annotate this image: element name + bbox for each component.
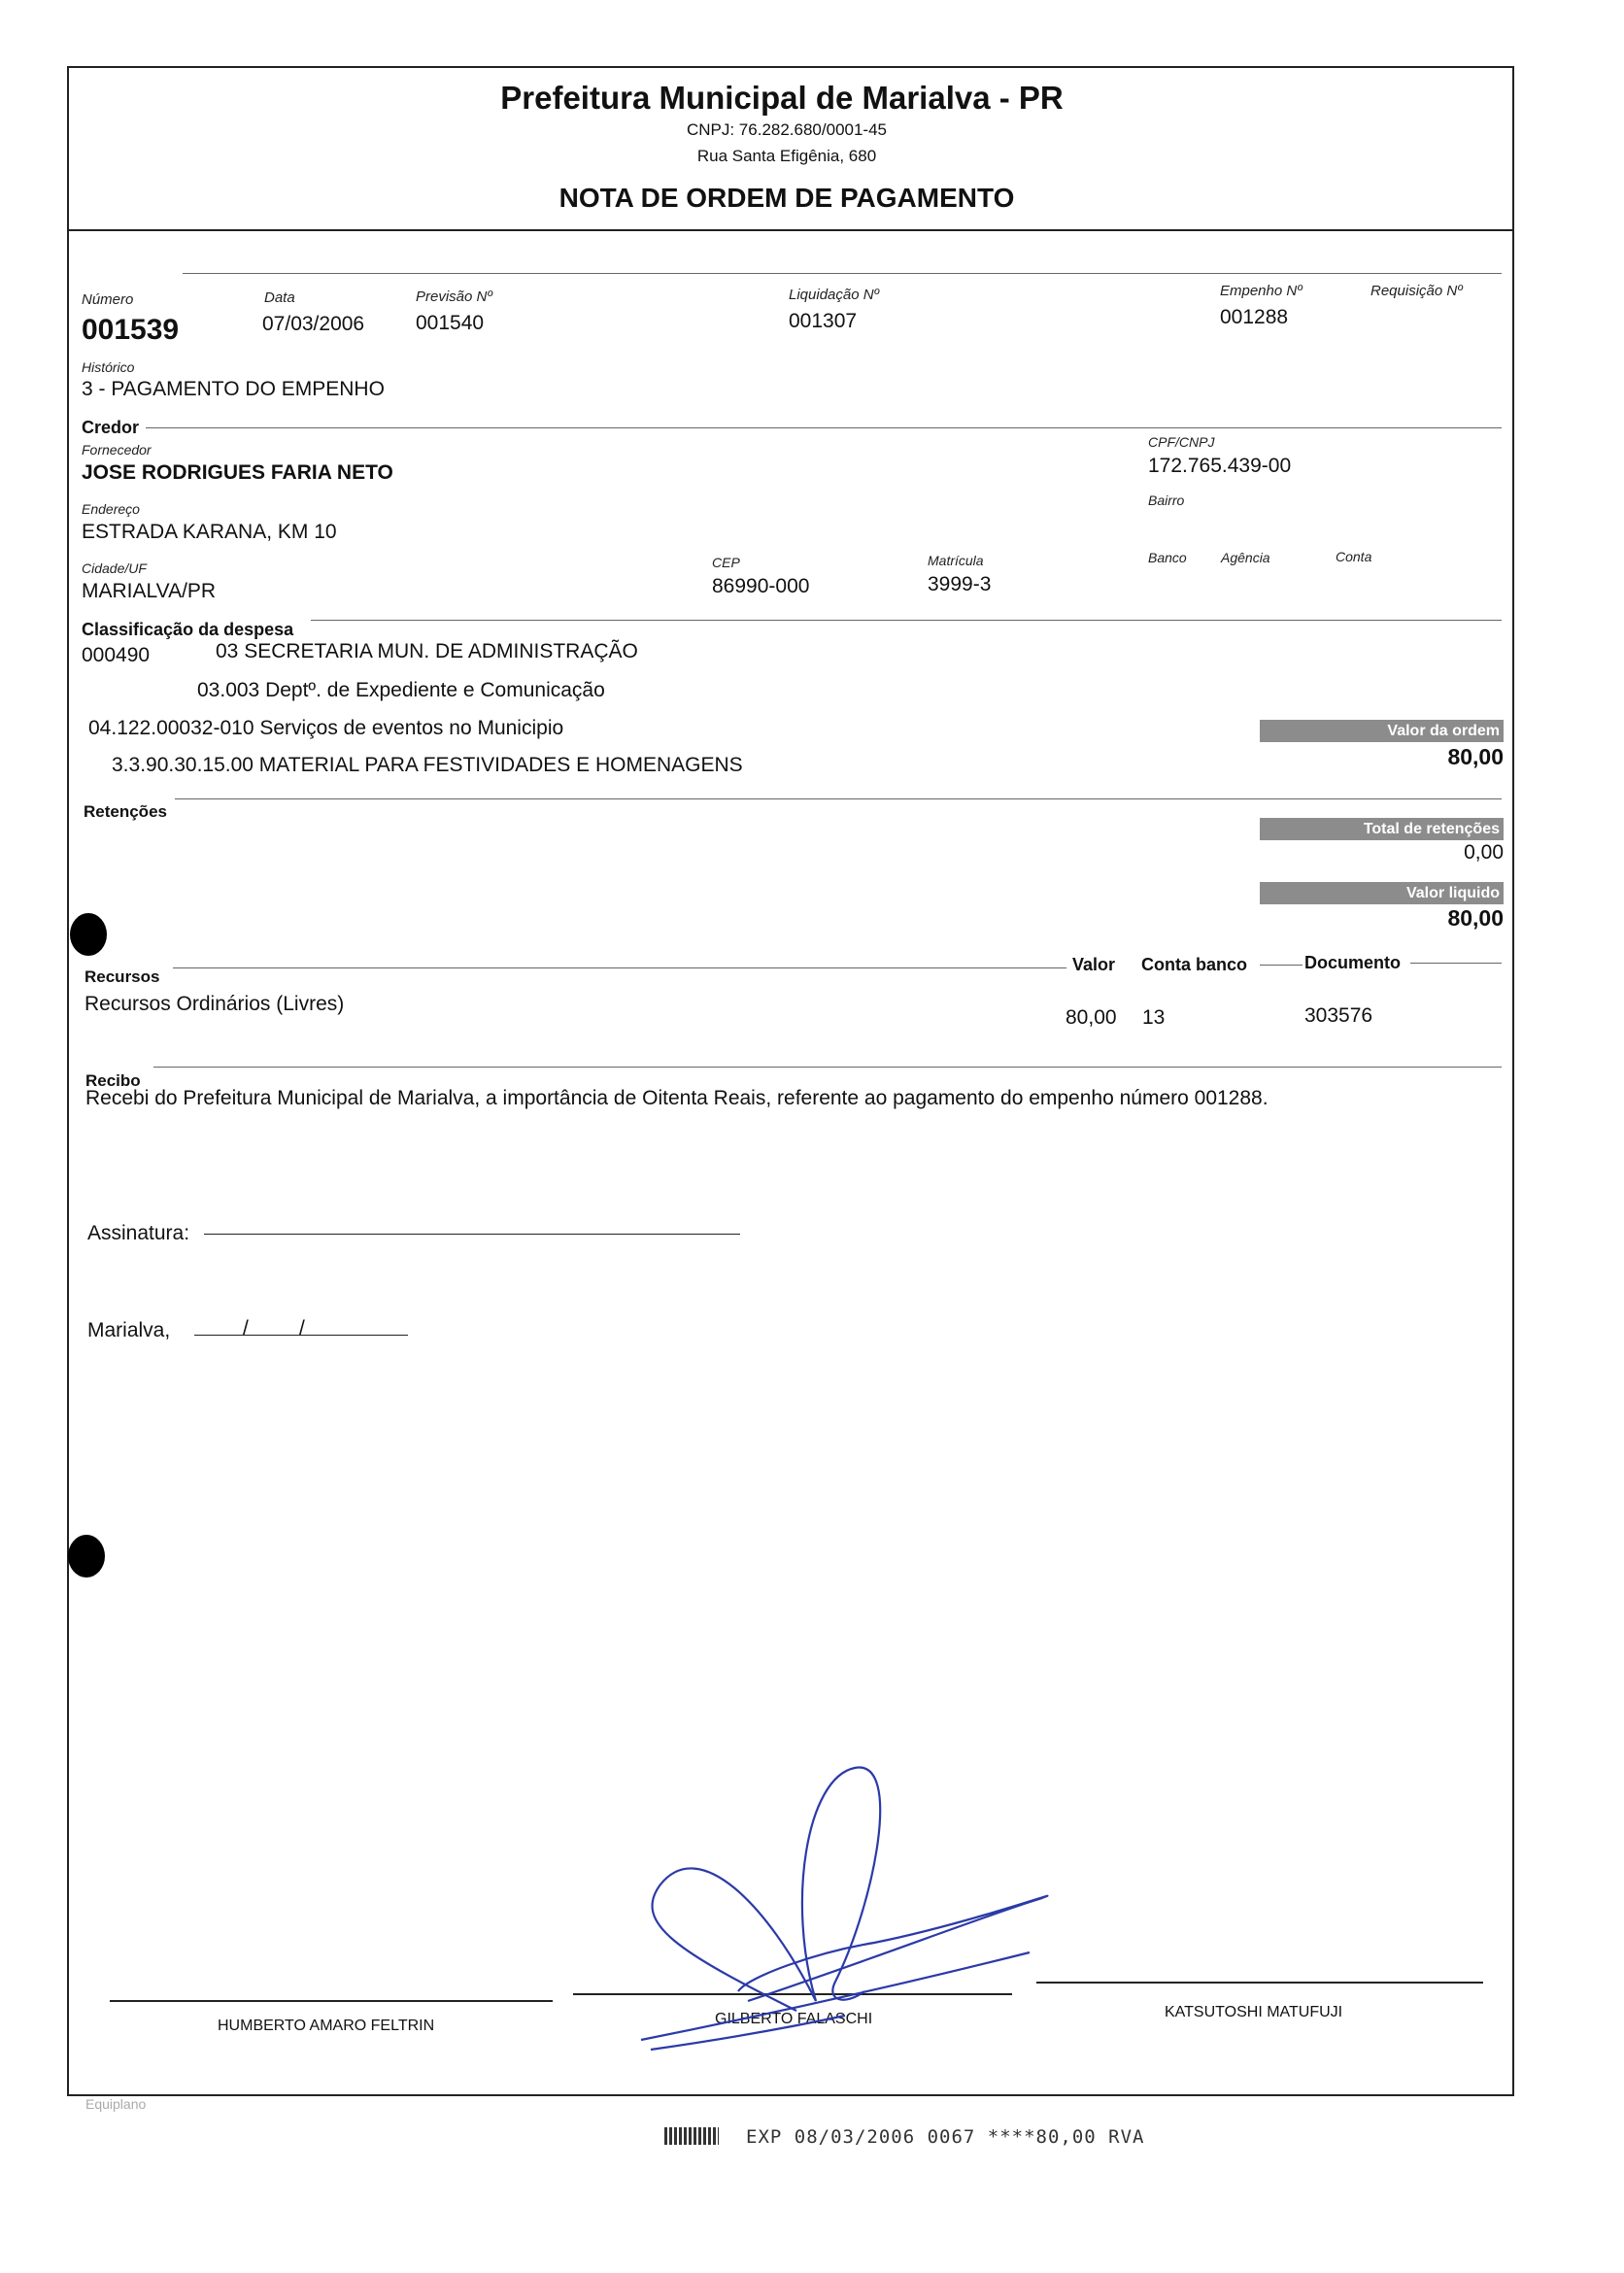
cep-value: 86990-000	[712, 575, 810, 597]
liquidacao-label: Liquidação Nº	[789, 287, 880, 303]
divider-recibo	[153, 1067, 1502, 1068]
cidade-value: MARIALVA/PR	[82, 580, 217, 602]
header-divider	[67, 229, 1514, 231]
conta-label: Conta	[1336, 549, 1372, 564]
recursos-valor-label: Valor	[1072, 955, 1116, 974]
recursos-valor: 80,00	[1066, 1006, 1117, 1029]
cpf-label: CPF/CNPJ	[1148, 434, 1215, 450]
credor-section: Credor	[82, 418, 140, 437]
divider-retencoes	[175, 798, 1502, 799]
liquidacao-value: 001307	[789, 310, 858, 332]
valor-ordem-value: 80,00	[1447, 744, 1504, 769]
divider-classificacao	[311, 620, 1502, 621]
punch-hole-2	[68, 1535, 105, 1578]
matricula-value: 3999-3	[928, 573, 992, 595]
valor-liquido-label: Valor liquido	[1260, 882, 1504, 904]
recursos-conta: 13	[1142, 1006, 1166, 1029]
banco-label: Banco	[1148, 550, 1187, 565]
stamp-icon	[664, 2127, 719, 2145]
matricula-label: Matrícula	[928, 553, 984, 568]
data-value: 07/03/2006	[262, 313, 365, 335]
recibo-text: Recebi do Prefeitura Municipal de Marialva, a importância de Oitenta Reais, referente ao pagamento do empenho número 001288.	[85, 1087, 1269, 1109]
historico-label: Histórico	[82, 359, 135, 375]
total-retencoes-value: 0,00	[1464, 841, 1504, 864]
page-title: Prefeitura Municipal de Marialva - PR	[500, 80, 1064, 116]
retencoes-section: Retenções	[84, 802, 167, 821]
bairro-label: Bairro	[1148, 492, 1185, 508]
valor-ordem-label: Valor da ordem	[1260, 720, 1504, 742]
previsao-label: Previsão Nº	[416, 288, 492, 305]
divider-top	[183, 273, 1502, 274]
document-title: NOTA DE ORDEM DE PAGAMENTO	[558, 183, 1015, 213]
assinatura-line	[204, 1234, 740, 1235]
fornecedor-value: JOSE RODRIGUES FARIA NETO	[82, 461, 393, 484]
header-cnpj: CNPJ: 76.282.680/0001-45	[686, 120, 888, 139]
numero-label: Número	[82, 291, 134, 308]
divider-recursos-right	[1410, 963, 1502, 964]
signatory-2: GILBERTO FALASCHI	[715, 2011, 873, 2027]
signatory-1: HUMBERTO AMARO FELTRIN	[218, 2018, 435, 2034]
classificacao-section: Classificação da despesa	[82, 620, 294, 639]
endereco-label: Endereço	[82, 501, 140, 517]
signatory-3: KATSUTOSHI MATUFUJI	[1165, 2004, 1343, 2020]
numero-value: 001539	[82, 314, 180, 346]
historico-value: 3 - PAGAMENTO DO EMPENHO	[82, 378, 385, 400]
empenho-value: 001288	[1220, 306, 1289, 328]
header-address: Rua Santa Efigênia, 680	[696, 147, 877, 165]
recursos-section: Recursos	[85, 967, 160, 986]
total-retencoes-label: Total de retenções	[1260, 818, 1504, 840]
data-label: Data	[264, 289, 295, 306]
recursos-documento: 303576	[1304, 1004, 1373, 1027]
date-slash-1: /	[243, 1317, 249, 1340]
recursos-conta-label: Conta banco	[1141, 955, 1248, 974]
valor-liquido-value: 80,00	[1447, 905, 1504, 931]
recibo-section: Recibo	[85, 1071, 141, 1090]
assinatura-label: Assinatura:	[87, 1222, 190, 1244]
software-label: Equiplano	[85, 2096, 147, 2112]
divider-recursos	[173, 967, 1066, 968]
classificacao-line4: 3.3.90.30.15.00 MATERIAL PARA FESTIVIDADES E HOMENAGENS	[112, 754, 743, 776]
classificacao-line2: 03.003 Deptº. de Expediente e Comunicação	[197, 679, 605, 701]
cpf-value: 172.765.439-00	[1148, 455, 1292, 477]
bank-stamp: EXP 08/03/2006 0067 ****80,00 RVA	[746, 2126, 1145, 2148]
classificacao-line1: 03 SECRETARIA MUN. DE ADMINISTRAÇÃO	[216, 640, 638, 662]
divider-recursos-mid	[1260, 965, 1303, 966]
empenho-label: Empenho Nº	[1220, 283, 1303, 299]
recursos-name: Recursos Ordinários (Livres)	[85, 993, 345, 1015]
endereco-value: ESTRADA KARANA, KM 10	[82, 521, 337, 543]
handwritten-signature	[622, 1758, 1068, 2059]
signature-line-3	[1036, 1982, 1483, 1984]
punch-hole-1	[70, 913, 107, 956]
previsao-value: 001540	[416, 312, 485, 334]
classificacao-line3: 04.122.00032-010 Serviços de eventos no Municipio	[88, 717, 564, 739]
date-slash-2: /	[299, 1317, 305, 1340]
local-date-label: Marialva,	[87, 1319, 171, 1341]
classificacao-code: 000490	[82, 644, 151, 666]
signature-line-1	[110, 2000, 553, 2002]
agencia-label: Agência	[1221, 550, 1270, 565]
cep-label: CEP	[712, 555, 740, 570]
requisicao-label: Requisição Nº	[1370, 283, 1463, 299]
cidade-label: Cidade/UF	[82, 560, 147, 576]
fornecedor-label: Fornecedor	[82, 442, 152, 458]
recursos-doc-label: Documento	[1304, 953, 1401, 972]
divider-credor	[146, 427, 1502, 428]
